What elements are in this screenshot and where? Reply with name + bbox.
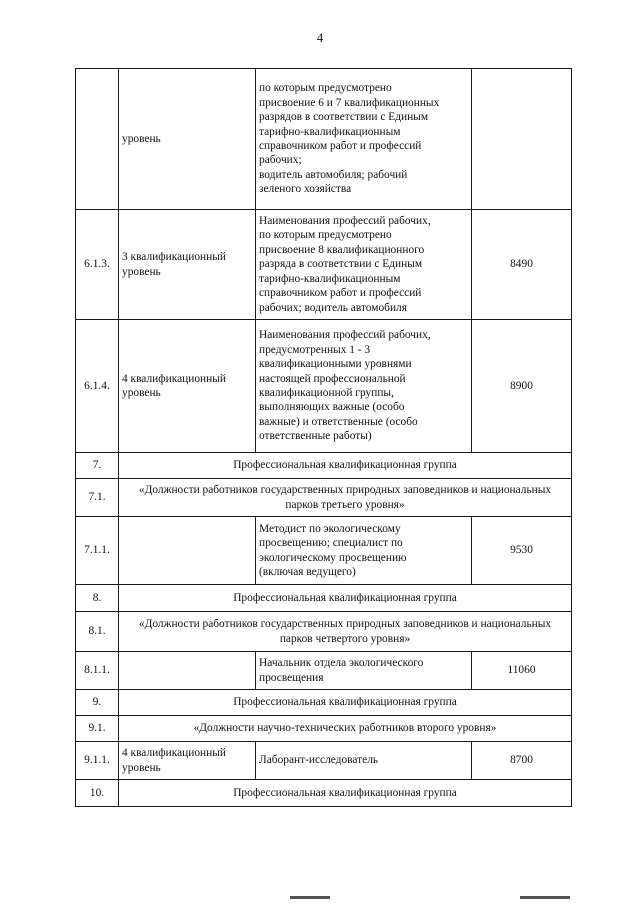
subgroup-row: [76, 479, 572, 517]
description-line: Начальник отдела экологического: [259, 657, 424, 670]
description-line: важные) и ответственные (особо: [259, 415, 418, 428]
profession-description: [256, 742, 472, 780]
salary-table: [75, 68, 572, 807]
group-number: 8.: [76, 585, 119, 612]
salary-value: [472, 69, 572, 210]
qualification-level: 3 квалификационный уровень: [119, 210, 256, 320]
description-line: присвоение 6 и 7 квалификационных: [259, 96, 440, 109]
description-line: разрядов в соответствии с Единым: [259, 111, 429, 124]
description-line: ответственные работы): [259, 430, 372, 443]
profession-description: [256, 210, 472, 320]
group-title: Профессиональная квалификационная группа: [119, 585, 572, 612]
salary-value: 8490: [472, 210, 572, 320]
table-row: [76, 320, 572, 453]
description-line: по которым предусмотрено: [259, 229, 392, 242]
description-line: присвоение 8 квалификационного: [259, 243, 425, 256]
row-number: 7.1.1.: [76, 517, 119, 585]
group-title: Профессиональная квалификационная группа: [119, 780, 572, 807]
profession-description: [256, 517, 472, 585]
description-line: разряда в соответствии с Единым: [259, 258, 423, 271]
group-row: [76, 453, 572, 479]
subgroup-title: «Должности работников государственных природных заповедников и национальных парков четвертого уровня»: [119, 612, 572, 652]
qualification-level: 4 квалификационный уровень: [119, 742, 256, 780]
row-number: 9.1.1.: [76, 742, 119, 780]
salary-value: 11060: [472, 652, 572, 690]
scan-artifact: [290, 896, 330, 899]
row-number: 8.1.1.: [76, 652, 119, 690]
subgroup-row: [76, 612, 572, 652]
page-number: 4: [316, 30, 324, 45]
group-row: [76, 585, 572, 612]
salary-value: 8700: [472, 742, 572, 780]
description-line: квалификационной группы,: [259, 387, 394, 399]
description-line: справочником работ и профессий: [259, 287, 422, 300]
row-number: 6.1.3.: [76, 210, 119, 320]
group-number: 10.: [76, 780, 119, 807]
description-line: тарифно-квалификационным: [259, 272, 401, 285]
description-line: просвещению; специалист по: [259, 537, 403, 550]
description-line: рабочих; водитель автомобиля: [259, 301, 407, 314]
description-line: просвещения: [259, 671, 324, 684]
description-line: Наименования профессий рабочих,: [259, 215, 431, 228]
profession-description: [256, 652, 472, 690]
description-line: рабочих;: [259, 154, 302, 167]
description-line: Наименования профессий рабочих,: [259, 329, 431, 342]
subgroup-title: «Должности работников государственных природных заповедников и национальных парков третьего уровня»: [119, 479, 572, 517]
subgroup-number: 7.1.: [76, 479, 119, 517]
subgroup-row: [76, 716, 572, 742]
table-row: [76, 742, 572, 780]
description-line: квалификационными уровнями: [259, 358, 412, 371]
table-row: [76, 69, 572, 210]
subgroup-title: «Должности научно-технических работников второго уровня»: [119, 716, 572, 742]
salary-value: 9530: [472, 517, 572, 585]
description-line: по которым предусмотрено: [259, 82, 392, 95]
group-title: Профессиональная квалификационная группа: [119, 690, 572, 716]
group-number: 9.: [76, 690, 119, 716]
description-line: (включая ведущего): [259, 565, 356, 578]
subgroup-number: 9.1.: [76, 716, 119, 742]
description-line: предусмотренных 1 - 3: [259, 343, 371, 356]
salary-value: 8900: [472, 320, 572, 453]
description-line: водитель автомобиля; рабочий: [259, 168, 408, 181]
table-row: [76, 652, 572, 690]
description-line: экологическому просвещению: [259, 551, 407, 564]
table-row: [76, 210, 572, 320]
description-line: настоящей профессиональной: [259, 372, 406, 385]
description-line: справочником работ и профессий: [259, 140, 422, 152]
description-line: Лаборант-исследователь: [259, 754, 379, 767]
description-line: тарифно-квалификационным: [259, 125, 401, 138]
group-number: 7.: [76, 453, 119, 479]
description-line: Методист по экологическому: [259, 522, 401, 535]
row-number: [76, 69, 119, 210]
description-line: выполняющих важные (особо: [259, 401, 405, 414]
description-line: зеленого хозяйства: [259, 183, 352, 196]
qualification-level: [119, 517, 256, 585]
qualification-level: [119, 652, 256, 690]
row-number: 6.1.4.: [76, 320, 119, 453]
profession-description: [256, 69, 472, 210]
group-row: [76, 690, 572, 716]
qualification-level: 4 квалификационный уровень: [119, 320, 256, 453]
subgroup-number: 8.1.: [76, 612, 119, 652]
group-row: [76, 780, 572, 807]
qualification-level: уровень: [119, 69, 256, 210]
profession-description: [256, 320, 472, 453]
scan-artifact: [520, 896, 570, 899]
group-title: Профессиональная квалификационная группа: [119, 453, 572, 479]
table-row: [76, 517, 572, 585]
